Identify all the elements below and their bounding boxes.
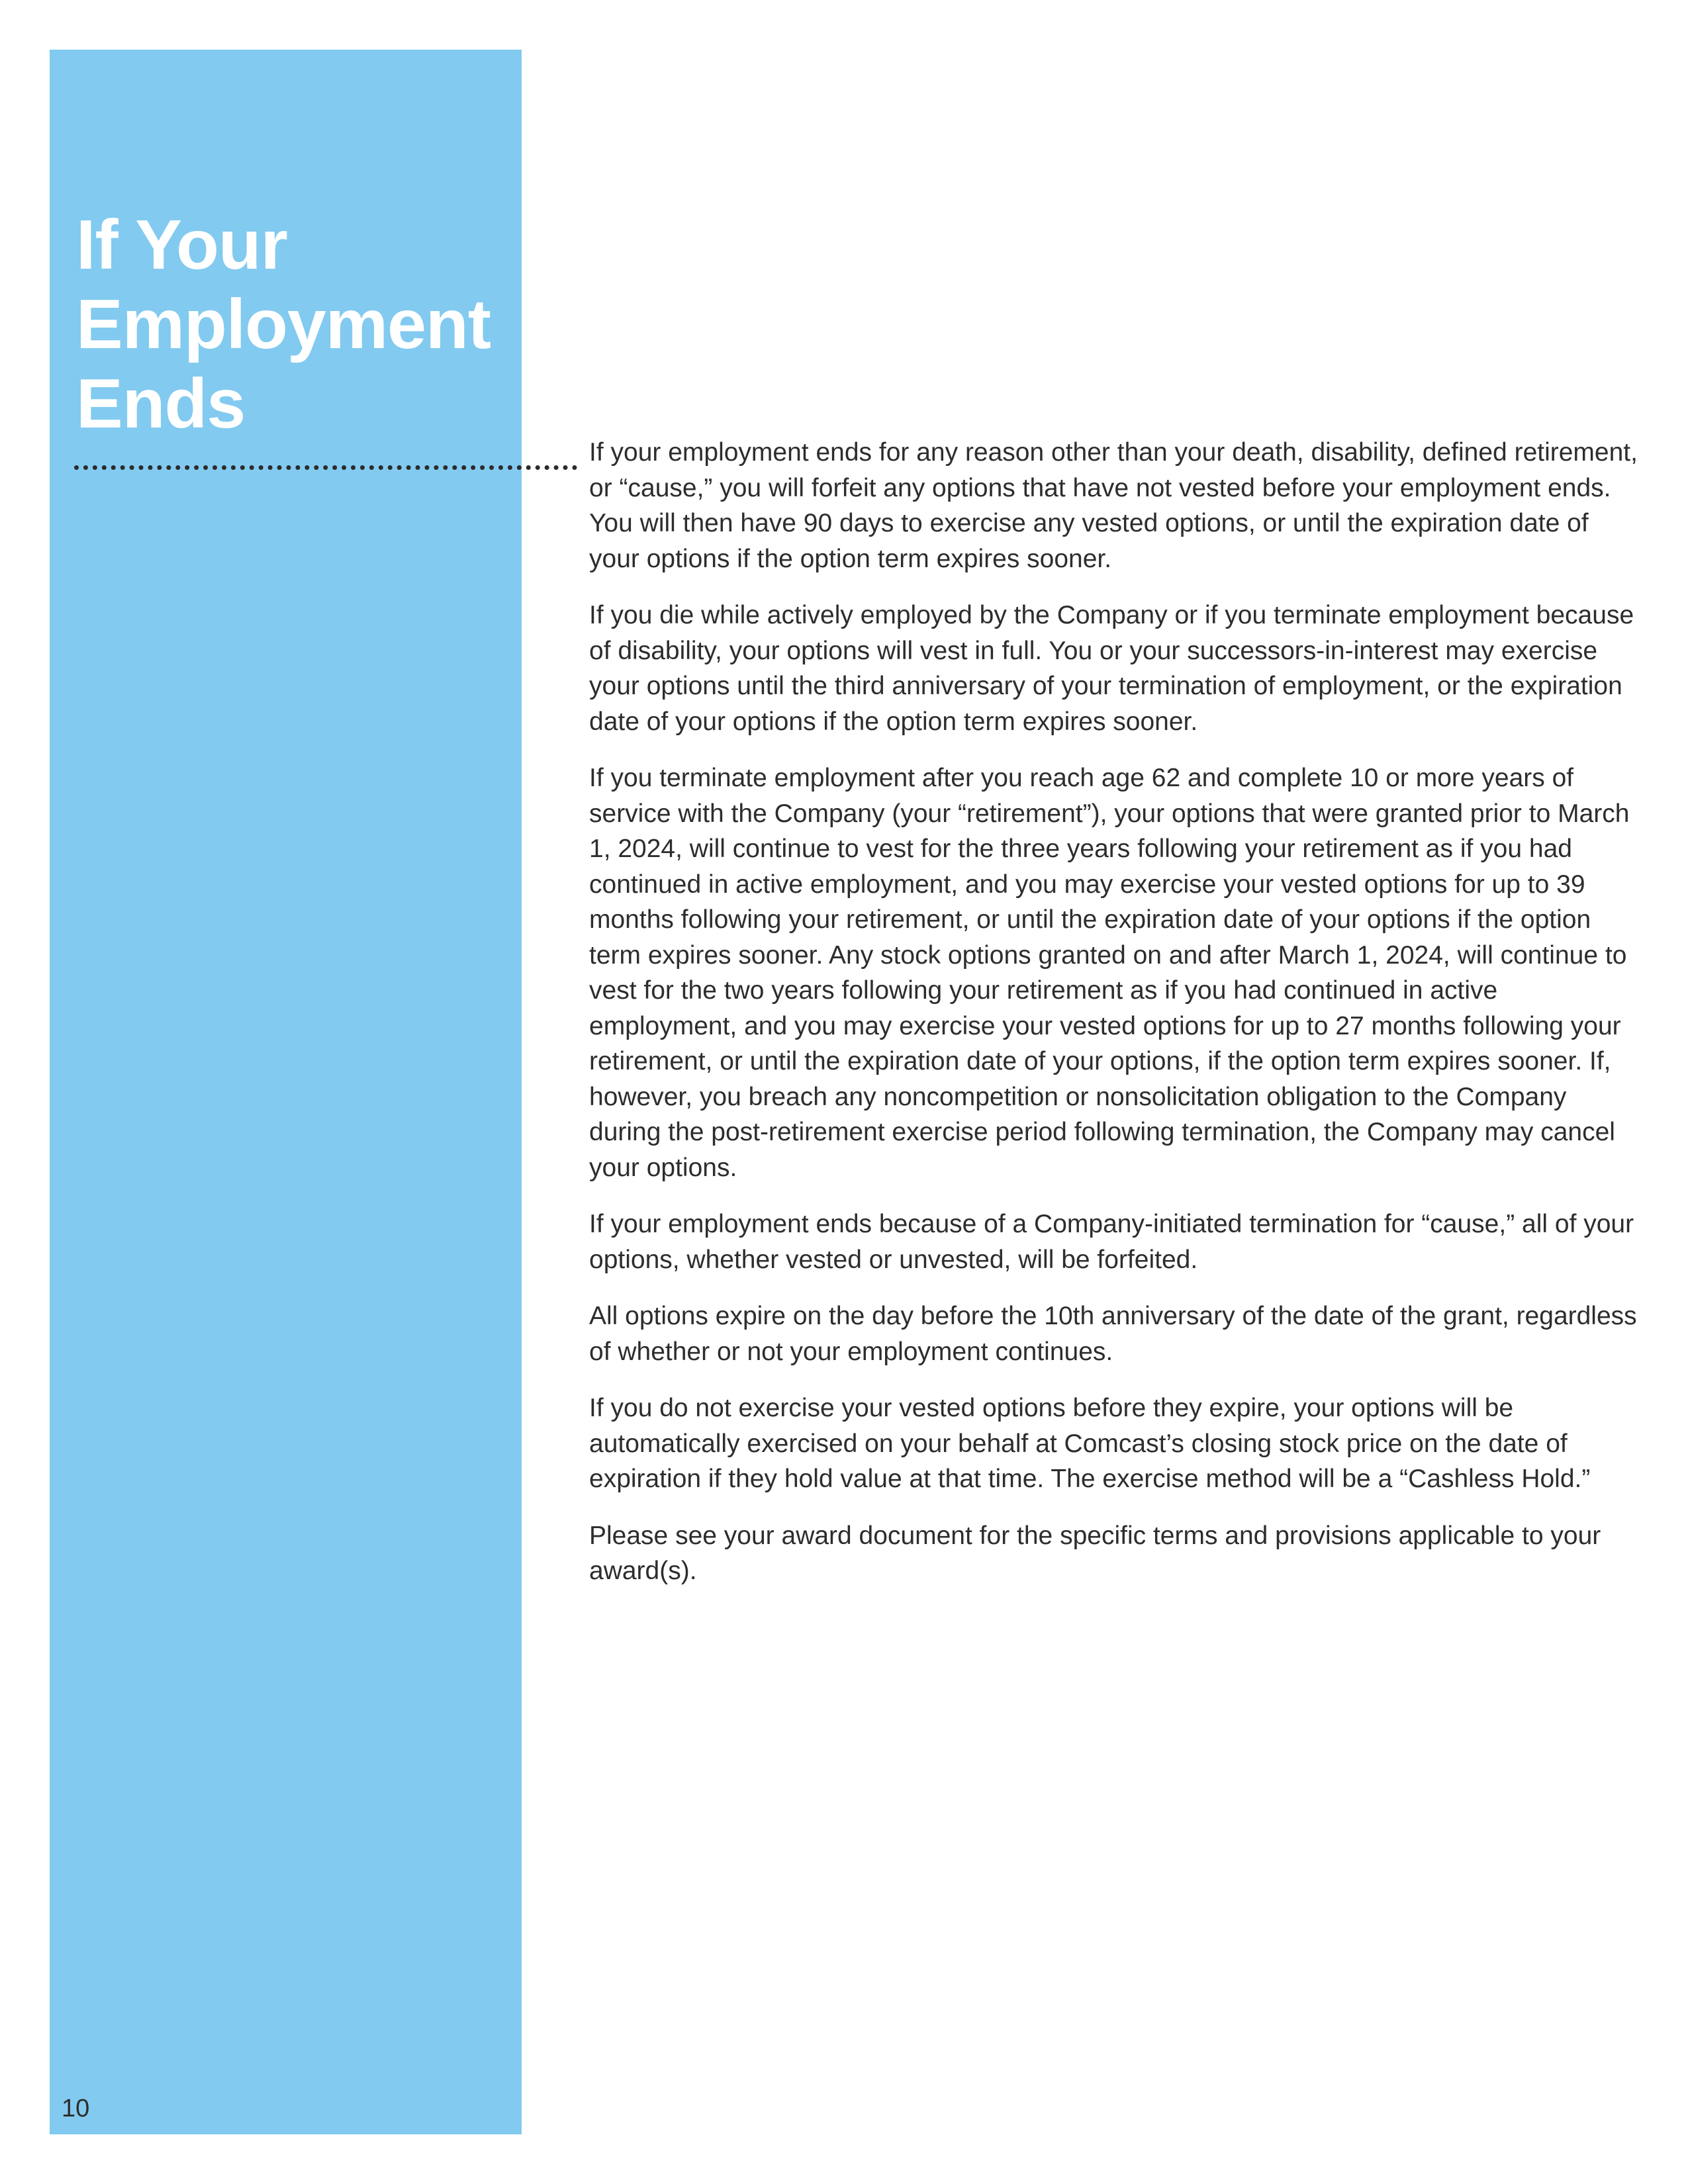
paragraph-retirement: If you terminate employment after you reach age 62 and complete 10 or more years of service with the Company (your “retirement”), your options that were granted prior to March 1, 2024, will continue to vest for the three years following your retirement as if you had continued in active employment, and you may exercise your vested options for up to 39 months following your retirement, or until the expiration date of your options if the option term expires sooner. Any stock options granted on and after March 1, 2024, will continue to vest for the two years following your retirement as if you had continued in active employment, and you may exercise your vested options for up to 27 months following your retirement, or until the expiration date of your options, if the option term expires sooner. If, however, you breach any noncompetition or nonsolicitation obligation to the Company during the post-retirement exercise period following termination, the Company may cancel your options. [589, 764, 1630, 1182]
paragraph-auto-exercise: If you do not exercise your vested options before they expire, your options will be automatically exercised on your behalf at Comcast’s closing stock price on the date of expiration if they hold value at that time. The exercise method will be a “Cashless Hold.” [589, 1394, 1591, 1493]
paragraph-general-termination: If your employment ends for any reason other than your death, disability, defined retirement, or “cause,” you will forfeit any options that have not vested before your employment ends. You will then have 90 days to exercise any vested options, or until the expiration date of your options if the option term expires sooner. [589, 438, 1638, 573]
paragraph-award-document: Please see your award document for the specific terms and provisions applicable to your award(s). [589, 1521, 1601, 1585]
paragraph-death-disability: If you die while actively employed by the Company or if you terminate employment because of disability, your options will vest in full. You or your successors-in-interest may exercise your options until the third anniversary of your termination of employment, or the expiration date of your options if the option term expires sooner. [589, 601, 1634, 736]
body-text [589, 435, 1642, 1610]
paragraph-cause: If your employment ends because of a Company-initiated termination for “cause,” all of your options, whether vested or unvested, will be forfeited. [589, 1210, 1634, 1274]
dotted-divider [74, 465, 577, 470]
page-number: 10 [62, 2095, 90, 2122]
section-title: If Your Employment Ends [76, 206, 491, 443]
paragraph-expiration: All options expire on the day before the 10th anniversary of the date of the grant, regardless of whether or not your employment continues. [589, 1302, 1637, 1366]
